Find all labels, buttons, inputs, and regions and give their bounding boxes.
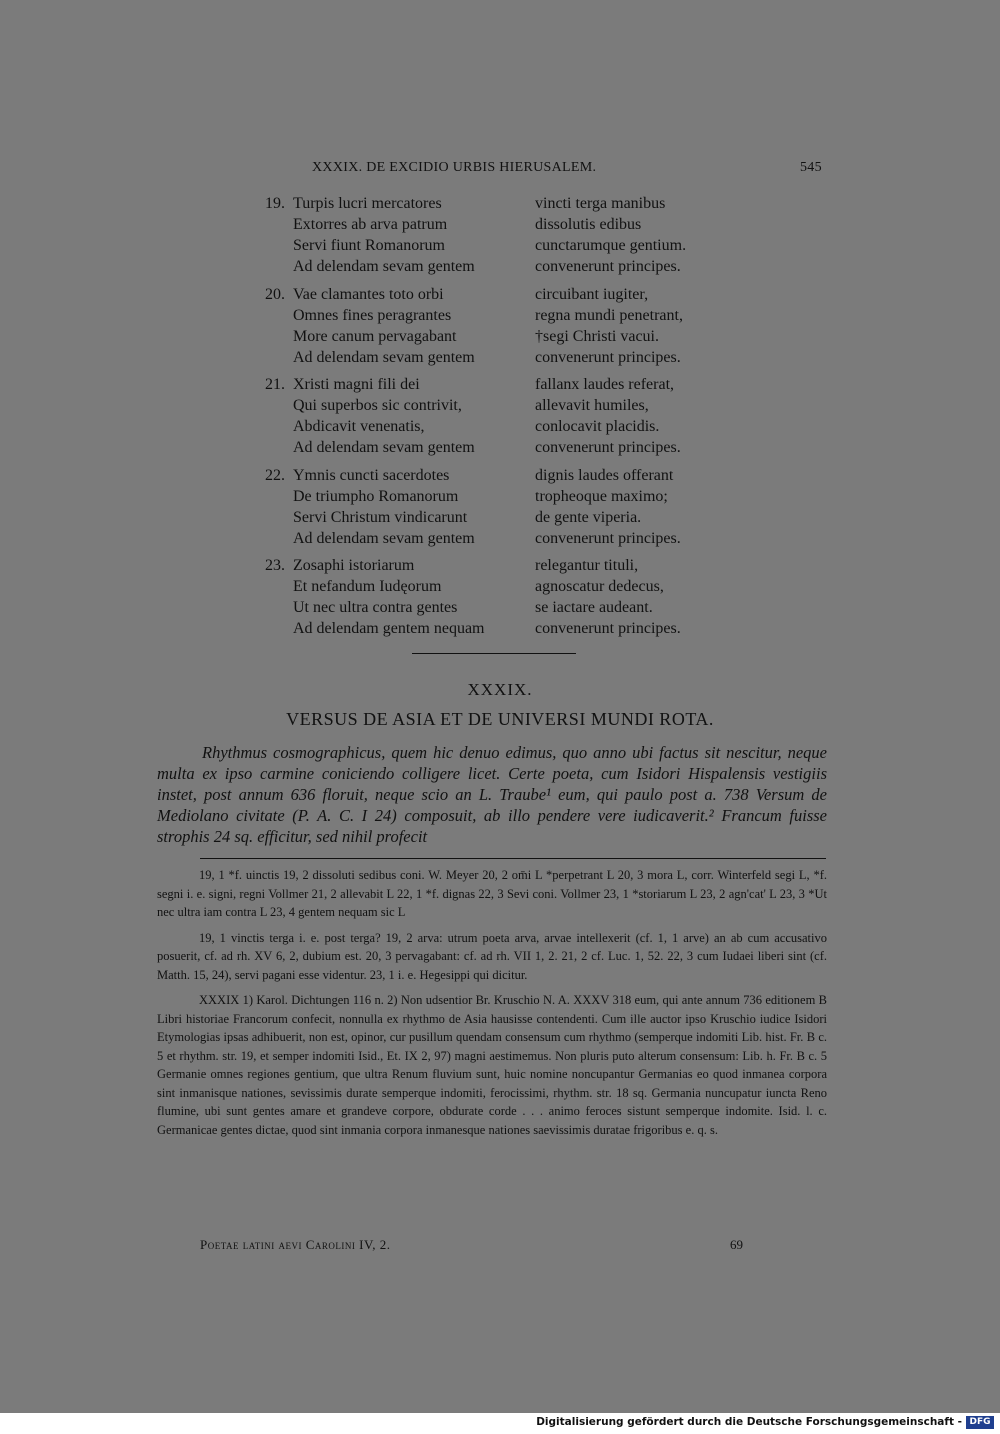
verse-right: vincti terga manibus: [535, 195, 666, 212]
verse-left: Extorres ab arva patrum: [293, 216, 448, 233]
verse-right: circuibant iugiter,: [535, 286, 649, 303]
verse-left: Servi fiunt Romanorum: [293, 237, 445, 254]
verse-left: Abdicavit venenatis,: [293, 418, 425, 435]
verse-right: dissolutis edibus: [535, 216, 642, 233]
verse-left: Xristi magni fili dei: [293, 376, 420, 393]
stanza: [255, 193, 735, 277]
verse-left: Qui superbos sic contrivit,: [293, 397, 462, 414]
verse-left: Omnes fines peragrantes: [293, 307, 452, 324]
section-divider: [412, 653, 576, 654]
stanza-number: 21.: [265, 376, 285, 393]
verse-right: cunctarumque gentium.: [535, 237, 687, 254]
editor-footnotes: XXXIX 1) Karol. Dichtungen 116 n. 2) Non udsentior Br. Kruschio N. A. XXXV 318 eum, qui ante annum 736 editionem B Libri historiae Francorum confecit, nonnulla ex rhythmo de Asia hausisse contendenti. Cum ille auctor ipso Kruschio iudice Isidori Etymologias ipsas adhibuerit, non est, opinor, cur pusillum quendam consensum cum rhythmo (semperque indomiti Lib. hist. Fr. B c. 5 et rhythm. str. 19, et semper indomiti Isid., Et. IX 2, 97) magni aestimemus. Non pluris puto alterum consensum: Lib. h. Fr. B c. 5 Germanie omnes regiones gentium, que ultra Renum fluvium sunt, huic nomine noncupantur Germanias eo quod inmanea corpora sint inmanisque nationes, sevissimis durate semperque indomiti, ferocissimi, rhythm. str. 18 sq. Germania nuncupatur iuncta Reno flumine, ubi sunt gentes amare et grandeve corpore, obdurate corde . . . animo feroces sistunt semperque indomite. Isid. l. c. Germanicae gentes dictae, quod sint inmania corpora inmanesque nationes saevissimis duratae frigoribus e. q. s.: [157, 993, 827, 1137]
verse-left: Turpis lucri mercatores: [293, 195, 442, 212]
verse-left: Ymnis cuncti sacerdotes: [293, 467, 450, 484]
verse-left: Ad delendam sevam gentem: [293, 439, 475, 456]
section-title: VERSUS DE ASIA ET DE UNIVERSI MUNDI ROTA.: [286, 709, 714, 729]
stanza: [255, 284, 735, 368]
stanza-number: 19.: [265, 195, 285, 212]
verse-right: †segi Christi vacui.: [535, 328, 659, 345]
verse-left: Zosaphi istoriarum: [293, 557, 415, 574]
verse-right: convenerunt principes.: [535, 620, 681, 637]
dfg-logo-icon: DFG: [966, 1416, 994, 1429]
verse-left: Ut nec ultra contra gentes: [293, 599, 458, 616]
digitization-credit: Digitalisierung gefördert durch die Deutsche Forschungsgemeinschaft -: [536, 1416, 962, 1428]
digitization-credit-bar: [0, 1413, 1000, 1434]
verse-left: De triumpho Romanorum: [293, 488, 459, 505]
apparatus-commentary: 19, 1 vinctis terga i. e. post terga? 19, 2 arva: utrum poeta arva, arvae intellexerit (cf. 1, 1 arve) an ab cum accusativo posuerit, cf. ad rh. XV 6, 2, dubium est. 20, 3 pervagabant: cf. ad rh. VII 1, 2. 21, 2 cf. Luc. 1, 52. 22, 3 cum Iudaei liberi sint (cf. Matth. 15, 24), servi pagani esse videntur. 23, 1 i. e. Hegesippi qui dicitur.: [157, 930, 827, 982]
signature-mark: Poetae latini aevi Carolini IV, 2.: [200, 1237, 391, 1252]
stanza: [255, 465, 735, 549]
verse-right: convenerunt principes.: [535, 349, 681, 366]
signature-leaf: 69: [730, 1237, 743, 1252]
apparatus-readings: 19, 1 *f. uinctis 19, 2 dissoluti sedibus coni. W. Meyer 20, 2 om̄i L *perpetrant L 20, 3 mora L, corr. Winterfeld segi L, *f. segni i. e. signi, regni Vollmer 21, 2 allevabit L 22, 1 *f. dignas 22, 3 Sevi coni. Vollmer 23, 1 *storiarum L 23, 2 agn'cat' L 23, 3 *Ut nec ultra iam contra L 23, 4 gentem nequam sic L: [157, 868, 827, 919]
verse-right: tropheoque maximo;: [535, 488, 668, 505]
verse-right: convenerunt principes.: [535, 530, 681, 547]
section-number: XXXIX.: [467, 680, 533, 699]
page-number: 545: [800, 160, 822, 175]
verse-left: Ad delendam sevam gentem: [293, 258, 475, 275]
stanza: [255, 374, 735, 458]
verse-left: More canum pervagabant: [293, 328, 457, 345]
footnote-rule: [200, 858, 826, 859]
verse-left: Servi Christum vindicarunt: [293, 509, 468, 526]
critical-notes: [157, 866, 827, 1146]
verse-right: relegantur tituli,: [535, 557, 639, 574]
verse-left: Vae clamantes toto orbi: [293, 286, 444, 303]
verse-left: Et nefandum Iudęorum: [293, 578, 442, 595]
verse-right: convenerunt principes.: [535, 258, 681, 275]
verse-right: dignis laudes offerant: [535, 467, 674, 484]
verse-right: de gente viperia.: [535, 509, 642, 526]
verse-right: allevavit humiles,: [535, 397, 649, 414]
intro-text: Rhythmus cosmographicus, quem hic denuo edimus, quo anno ubi factus sit nescitur, neque multa ex ipso carmine coniciendo colligere licet. Certe poeta, cum Isidori Hispalensis vestigiis instet, post annum 636 floruit, neque scio an L. Traube¹ eum, qui paulo post a. 738 Versum de Mediolano civitate (P. A. C. I 24) composuit, ab illo pendere vere iudicaverit.² Francum fuisse strophis 24 sq. efficitur, sed nihil profecit: [157, 743, 827, 846]
stanza-number: 20.: [265, 286, 285, 303]
verse-right: conlocavit placidis.: [535, 418, 660, 435]
verse-right: regna mundi penetrant,: [535, 307, 683, 324]
verse-right: convenerunt principes.: [535, 439, 681, 456]
intro-paragraph: [157, 742, 827, 847]
stanza: [255, 555, 735, 639]
verse-left: Ad delendam sevam gentem: [293, 349, 475, 366]
verse-right: fallanx laudes referat,: [535, 376, 675, 393]
running-title: XXXIX. DE EXCIDIO URBIS HIERUSALEM.: [312, 160, 597, 175]
verse-right: agnoscatur dedecus,: [535, 578, 664, 595]
verse-right: se iactare audeant.: [535, 599, 653, 616]
verse-left: Ad delendam gentem nequam: [293, 620, 485, 637]
stanza-number: 23.: [265, 557, 285, 574]
verse-left: Ad delendam sevam gentem: [293, 530, 475, 547]
stanza-number: 22.: [265, 467, 285, 484]
